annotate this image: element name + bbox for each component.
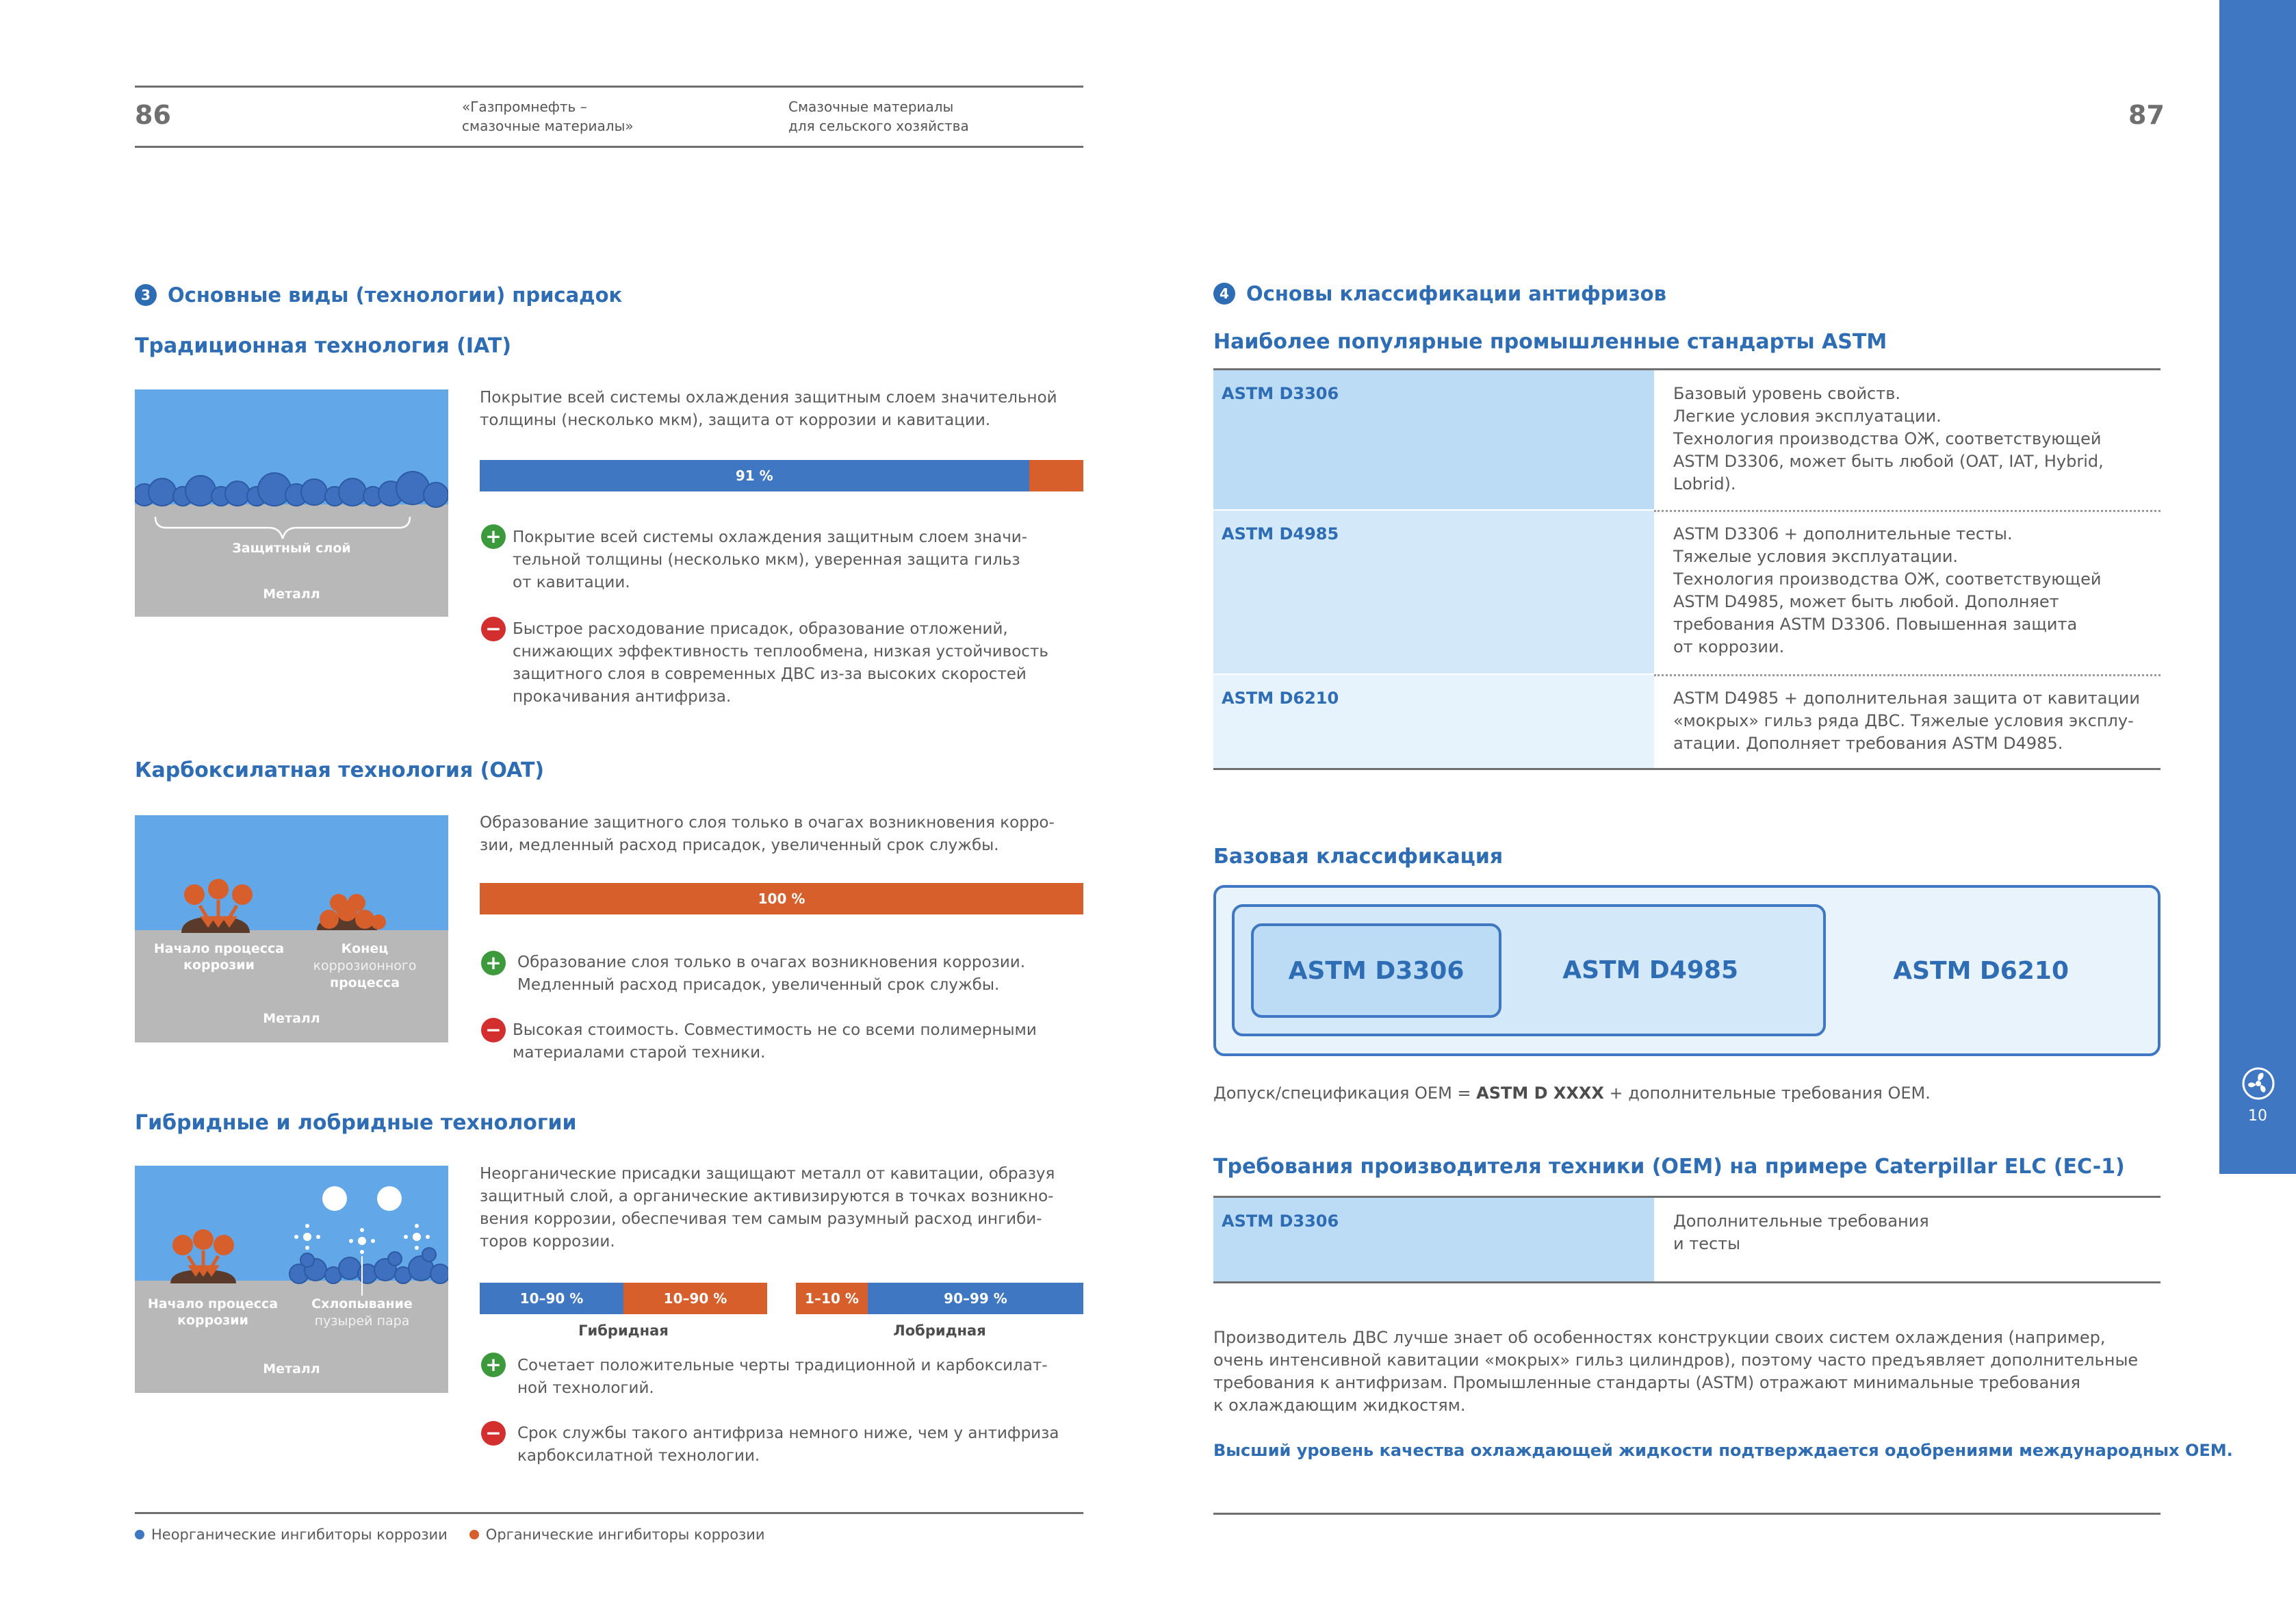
oat-description: Образование защитного слоя только в очагах возникновения корро- зии, медленный расход присадок, увеличенный срок службы. — [480, 814, 1055, 854]
iat-bar-organic — [1029, 460, 1083, 491]
chapter-number: 10 — [2248, 1107, 2267, 1125]
iat-plus-text: Покрытие всей системы охлаждения защитным слоем значи- тельной толщины (несколько мкм), уверенная защита гильз от кавитации. — [513, 528, 1028, 591]
hybrid-bar-inorganic — [480, 1283, 623, 1314]
oat-plus-text: Образование слоя только в очагах возникновения коррозии. Медленный расход присадок, увеличенный срок службы. — [517, 953, 1026, 994]
legend-inorganic-label: Неорганические ингибиторы коррозии — [151, 1526, 448, 1543]
caterpillar-title: Требования производителя техники (OEM) на примере Caterpillar ELC (EC-1) — [1213, 1155, 2125, 1179]
oem-note-suffix: + дополнительные требования OEM. — [1603, 1084, 1931, 1103]
header-rule-top-left — [135, 86, 1083, 88]
oat-title: Карбоксилатная технология (OAT) — [135, 758, 545, 782]
classification-d4985-label: ASTM D4985 — [1562, 956, 1738, 984]
table-row — [1213, 370, 2160, 509]
hybrid-metal-label: Металл — [263, 1361, 320, 1376]
oat-bar-organic — [480, 883, 1083, 914]
footer-rule-right — [1213, 1513, 2160, 1515]
cat-table-bottom-rule — [1213, 1281, 2160, 1283]
oat-bar — [480, 883, 1083, 914]
lobrid-bar — [796, 1283, 1083, 1314]
section-title: Основы классификации антифризов — [1246, 282, 1666, 305]
iat-illustration — [135, 389, 448, 617]
oem-paragraph: Производитель ДВС лучше знает об особенностях конструкции своих систем охлаждения (например, очень интенсивной кавитации «мокрых» гильз цилиндров), поэтому часто предъявляет дополнительные требования к антифризам. Промышленные стандарты (ASTM) отражают минимальные требования к охлаждающим жидкостям. — [1213, 1328, 2139, 1415]
hybrid-bar-blue-label: 10–90 % — [519, 1290, 584, 1307]
protective-layer-graphic — [135, 389, 448, 617]
oem-paragraph-bold: Высший уровень качества охлаждающей жидкости подтверждается одобрениями международных OEM. — [1213, 1441, 2233, 1460]
table-row — [1213, 511, 2160, 674]
iat-bar-inorganic — [480, 460, 1029, 491]
iat-minus-text: Быстрое расходование присадок, образование отложений, снижающих эффективность теплообмена, низкая устойчивость защитного слоя в современных ДВС из-за высоких скоростей прокачивания антифриза. — [513, 620, 1048, 706]
legend-organic-swatch — [469, 1530, 479, 1539]
basic-classification-title: Базовая классификация — [1213, 845, 1504, 869]
minus-icon: − — [481, 617, 506, 641]
lobrid-bar-caption: Лобридная — [893, 1322, 986, 1339]
iat-bar — [480, 460, 1083, 491]
chapter-sidebar — [2219, 0, 2296, 1174]
astm-key: ASTM D3306 — [1213, 370, 1654, 509]
hybrid-title: Гибридные и лобридные технологии — [135, 1111, 577, 1135]
astm-key: ASTM D4985 — [1213, 511, 1654, 674]
table-row — [1213, 675, 2160, 768]
footer-rule-left — [135, 1512, 1083, 1514]
section-title: Основные виды (технологии) присадок — [168, 283, 623, 307]
corrosion-spots-graphic — [135, 815, 448, 1042]
lobrid-bar-blue-label: 90–99 % — [944, 1290, 1007, 1307]
classification-d3306-label: ASTM D3306 — [1288, 956, 1465, 985]
oat-bar-label: 100 % — [758, 891, 805, 907]
section-number-badge: 4 — [1213, 283, 1235, 305]
oat-end-label-3: процесса — [329, 975, 400, 990]
section-3-heading — [135, 283, 622, 307]
iat-title: Традиционная технология (IAT) — [135, 334, 512, 358]
sidebar-corner — [2219, 1123, 2296, 1177]
oem-note-bold: ASTM D XXXX — [1476, 1084, 1604, 1103]
hybrid-bubbles-label: пузырей пара — [314, 1314, 410, 1329]
astm-value: ASTM D4985 + дополнительная защита от кавитации «мокрых» гильз ряда ДВС. Тяжелые условия эксплу- атации. Дополняет требования ASTM D4985. — [1673, 689, 2140, 753]
hybrid-bar — [480, 1283, 767, 1314]
hybrid-plus-text: Сочетает положительные черты традиционной и карбоксилат- ной технологий. — [517, 1357, 1048, 1397]
lobrid-bar-inorganic — [868, 1283, 1083, 1314]
oat-metal-label: Металл — [263, 1011, 320, 1026]
hybrid-start-label: Начало процесса коррозии — [147, 1296, 279, 1328]
oat-start-label: Начало процесса коррозии — [153, 941, 285, 973]
header-rule-bottom-left — [135, 146, 1083, 148]
astm-standards-title: Наиболее популярные промышленные стандарты ASTM — [1213, 330, 1887, 354]
fan-icon — [2241, 1066, 2275, 1101]
hybrid-collapse-label: Схлопывание — [311, 1296, 413, 1311]
hybrid-illustration — [135, 1166, 448, 1393]
iat-bar-label: 91 % — [735, 468, 773, 484]
cat-key: ASTM D3306 — [1213, 1198, 1654, 1281]
oat-end-label-1: Конец — [341, 941, 389, 956]
header-title: Смазочные материалы для сельского хозяйства — [788, 99, 969, 134]
header-company: «Газпромнефть – смазочные материалы» — [462, 99, 634, 134]
section-number-badge: 3 — [135, 284, 157, 306]
classification-d6210-label: ASTM D6210 — [1893, 956, 2069, 985]
oat-end-label-2: коррозионного — [313, 958, 417, 973]
page-number-left: 86 — [135, 100, 171, 130]
oem-note — [1213, 1084, 1931, 1103]
lobrid-bar-orange-label: 1–10 % — [805, 1290, 859, 1307]
page-number-right: 87 — [2128, 100, 2165, 130]
hybrid-description: Неорганические присадки защищают металл от кавитации, образуя защитный слой, а органические активизируются в точках возникно- вения коррозии, обеспечивая тем самым разумный расход ингиби- торов коррозии. — [480, 1165, 1055, 1251]
iat-metal-label: Металл — [263, 587, 320, 602]
plus-icon: + — [481, 1353, 506, 1377]
hybrid-minus-text: Срок службы такого антифриза немного ниже, чем у антифриза карбоксилатной технологии. — [517, 1424, 1059, 1465]
plus-icon: + — [481, 524, 506, 549]
hybrid-bar-organic — [623, 1283, 767, 1314]
cat-value: Дополнительные требования и тесты — [1673, 1212, 1929, 1253]
astm-value: ASTM D3306 + дополнительные тесты. Тяжелые условия эксплуатации. Технология производства ОЖ, соответствующей ASTM D4985, может быть любой. Дополняет требования ASTM D3306. Повышенная защита от коррозии. — [1673, 524, 2102, 656]
oat-minus-text: Высокая стоимость. Совместимость не со всеми полимерными материалами старой техники. — [513, 1021, 1037, 1062]
lobrid-bar-organic — [796, 1283, 868, 1314]
classification-d3306 — [1251, 923, 1501, 1018]
plus-icon: + — [481, 951, 506, 975]
legend-inorganic-swatch — [135, 1530, 144, 1539]
legend — [135, 1526, 765, 1543]
iat-layer-label: Защитный слой — [232, 541, 351, 556]
table-row — [1213, 1198, 2160, 1281]
hybrid-bar-caption: Гибридная — [578, 1322, 669, 1339]
legend-organic-label: Органические ингибиторы коррозии — [485, 1526, 765, 1543]
hybrid-graphic — [135, 1166, 448, 1393]
oat-illustration — [135, 815, 448, 1042]
minus-icon: − — [481, 1018, 506, 1042]
minus-icon: − — [481, 1421, 506, 1446]
oem-note-prefix: Допуск/спецификация OEM = — [1213, 1084, 1477, 1103]
iat-description: Покрытие всей системы охлаждения защитным слоем значительной толщины (несколько мкм), защита от коррозии и кавитации. — [480, 389, 1057, 429]
astm-key: ASTM D6210 — [1213, 675, 1654, 768]
astm-value: Базовый уровень свойств. Легкие условия эксплуатации. Технология производства ОЖ, соответствующей ASTM D3306, может быть любой (OAT, IAT, Hybrid, Lobrid). — [1673, 384, 2104, 494]
section-4-heading — [1213, 282, 1666, 305]
hybrid-bar-orange-label: 10–90 % — [663, 1290, 727, 1307]
astm-table-bottom-rule — [1213, 768, 2160, 770]
